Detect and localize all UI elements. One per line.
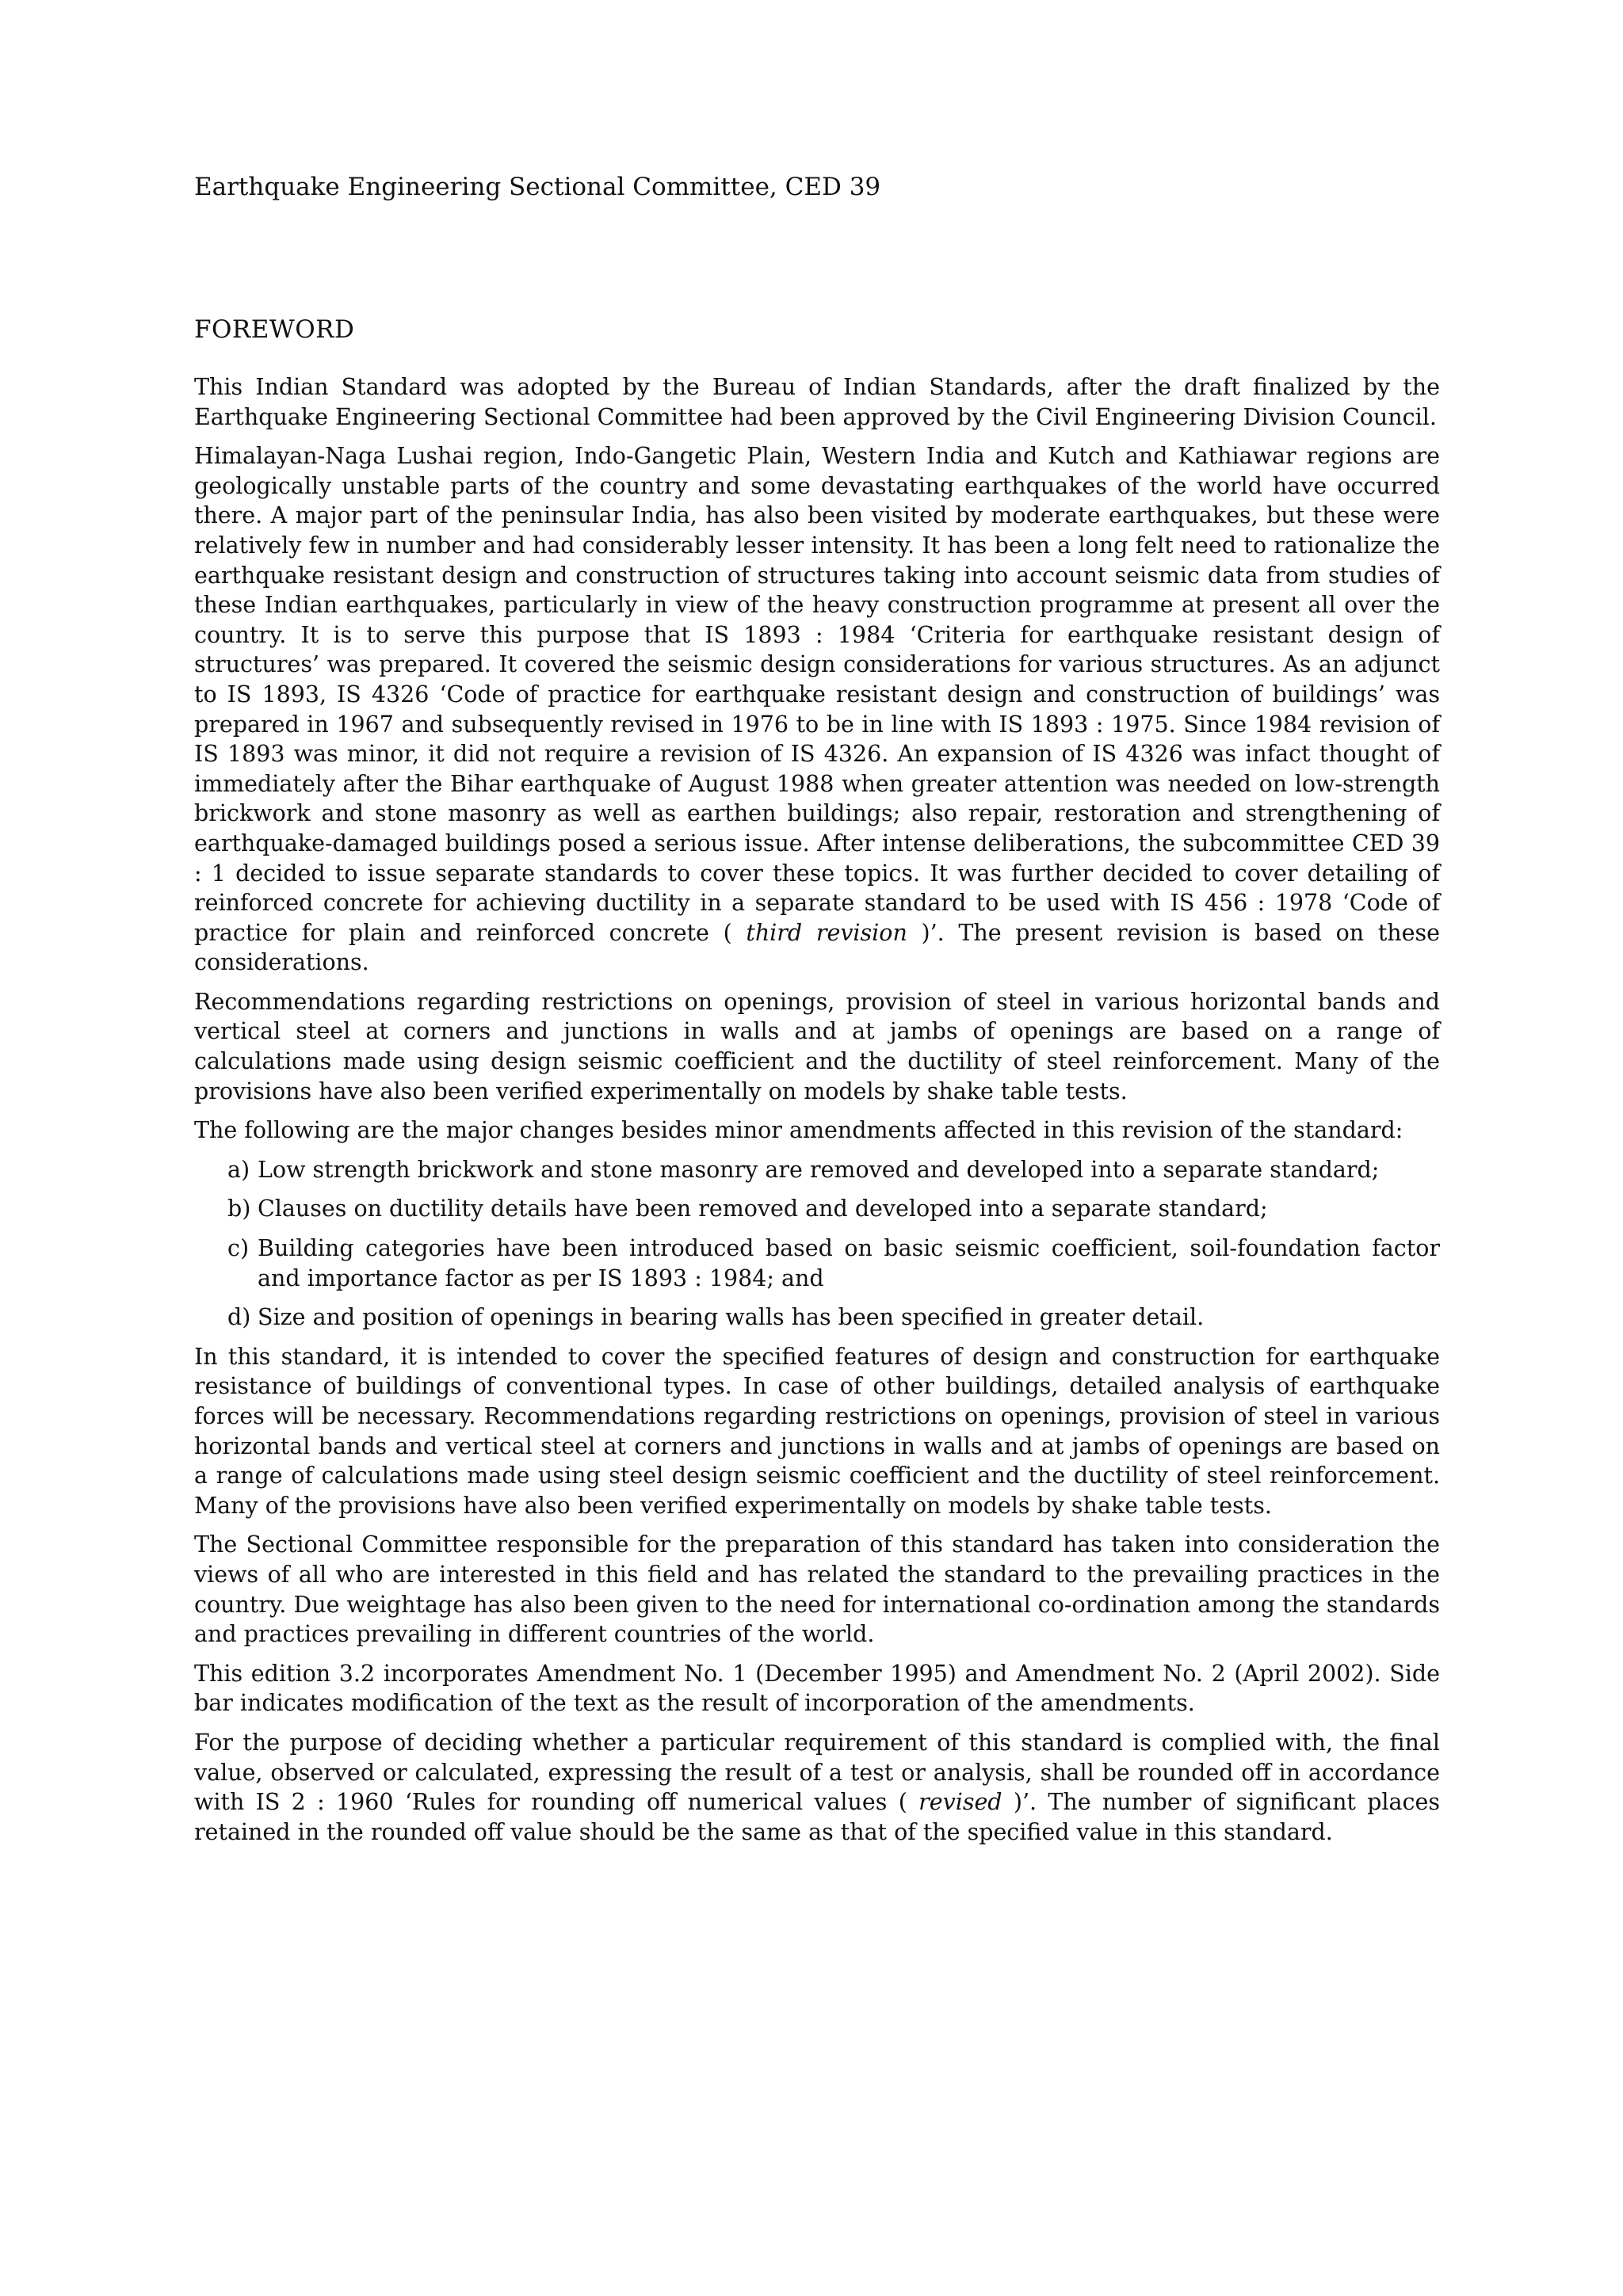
committee-name: Earthquake Engineering Sectional Committee, CED 39 [194, 173, 881, 201]
paragraph-scope: In this standard, it is intended to cover the specified features of design and construction for earthquake resistance of buildings of conventional types. In case of other buildings, detailed analysis of earthquake forces will be necessary. Recommendations regarding restrictions on openings, provision of steel in various horizontal bands and vertical steel at corners and junctions in walls and at jambs of openings are based on a range of calculations made using steel design seismic coefficient and the ductility of steel reinforcement. Many of the provisions have also been verified experimentally on models by shake table tests. [194, 1343, 1440, 1519]
list-item-text: Size and position of openings in bearing walls has been specified in greater detail. [258, 1304, 1205, 1331]
paragraph-changes-intro: The following are the major changes besides minor amendments affected in this revision of the standard: [194, 1117, 1403, 1144]
paragraph-background [194, 441, 1440, 978]
list-item [194, 1155, 1440, 1185]
list-marker: a) [227, 1156, 250, 1183]
list-item [194, 1194, 1440, 1224]
list-marker: d) [227, 1304, 251, 1331]
list-marker: c) [227, 1235, 250, 1262]
list-item-text: Low strength brickwork and stone masonry are removed and developed into a separate standard; [258, 1156, 1380, 1183]
foreword-heading: FOREWORD [194, 315, 355, 344]
list-item [194, 1234, 1440, 1293]
paragraph-rounding-end: )’. The number of significant places retained in the rounded off value should be the same as that of the specified value in this standard. [194, 1789, 1440, 1845]
list-item-text: Building categories have been introduced based on basic seismic coefficient, soil-foundation factor and importance factor as per IS 1893 : 1984; and [258, 1235, 1440, 1291]
list-item [194, 1302, 1440, 1333]
foreword-body [194, 372, 1440, 1856]
paragraph-recommendations: Recommendations regarding restrictions on openings, provision of steel in various horizontal bands and vertical steel at corners and junctions in walls and at jambs of openings are based on a range of calculations made using design seismic coefficient and the ductility of steel reinforcement. Many of the provisions have also been verified experimentally on models by shake table tests. [194, 988, 1440, 1104]
list-marker: b) [227, 1196, 251, 1222]
paragraph-edition: This edition 3.2 incorporates Amendment No. 1 (December 1995) and Amendment No. 2 (April 2002). Side bar indicates modification of the text as the result of incorporation of the amendments. [194, 1660, 1440, 1717]
italic-revised: revised [918, 1789, 1002, 1816]
changes-list [194, 1155, 1440, 1333]
paragraph-committee-views: The Sectional Committee responsible for the preparation of this standard has taken into consideration the views of all who are interested in this field and has related the standard to the prevailing practices in the country. Due weightage has also been given to the need for international co-ordination among the standards and practices prevailing in different countries of the world. [194, 1531, 1440, 1648]
paragraph-rounding-text: For the purpose of deciding whether a particular requirement of this standard is complied with, the final value, observed or calculated, expressing the result of a test or analysis, shall be rounded off in accordance with IS 2 : 1960 ‘Rules for rounding off numerical values ( [194, 1729, 1440, 1816]
paragraph-background-text: Himalayan-Naga Lushai region, Indo-Gangetic Plain, Western India and Kutch and Kathiawar regions are geologically unstable parts of the country and some devastating earthquakes of the world have occurred there. A major part of the peninsular India, has also been visited by moderate earthquakes, but these were relatively few in number and had considerably lesser intensity. It has been a long felt need to rationalize the earthquake resistant design and construction of structures taking into account seismic data from studies of these Indian earthquakes, particularly in view of the heavy construction programme at present all over the country. It is to serve this purpose that IS 1893 : 1984 ‘Criteria for earthquake resistant design of structures’ was prepared. It covered the seismic design considerations for various structures. As an adjunct to IS 1893, IS 4326 ‘Code of practice for earthquake resistant design and construction of buildings’ was prepared in 1967 and subsequently revised in 1976 to be in line with IS 1893 : 1975. Since 1984 revision of IS 1893 was minor, it did not require a revision of IS 4326. An expansion of IS 4326 was infact thought of immediately after the Bihar earthquake of August 1988 when greater attention was needed on low-strength brickwork and stone masonry as well as earthen buildings; also repair, restoration and strengthening of earthquake-damaged buildings posed a serious issue. After intense deliberations, the subcommittee CED 39 : 1 decided to issue separate standards to cover these topics. It was further decided to cover detailing of reinforced concrete for achieving ductility in a separate standard to be used with IS 456 : 1978 ‘Code of practice for plain and reinforced concrete ( [194, 443, 1440, 946]
list-item-text: Clauses on ductility details have been removed and developed into a separate standard; [258, 1196, 1268, 1222]
paragraph-adoption: This Indian Standard was adopted by the Bureau of Indian Standards, after the draft finalized by the Earthquake Engineering Sectional Committee had been approved by the Civil Engineering Division Council. [194, 374, 1440, 430]
paragraph-rounding [194, 1728, 1440, 1847]
italic-third-revision: third revision [746, 919, 907, 946]
paragraph-background-end: )’. The present revision is based on these considerations. [194, 919, 1440, 976]
